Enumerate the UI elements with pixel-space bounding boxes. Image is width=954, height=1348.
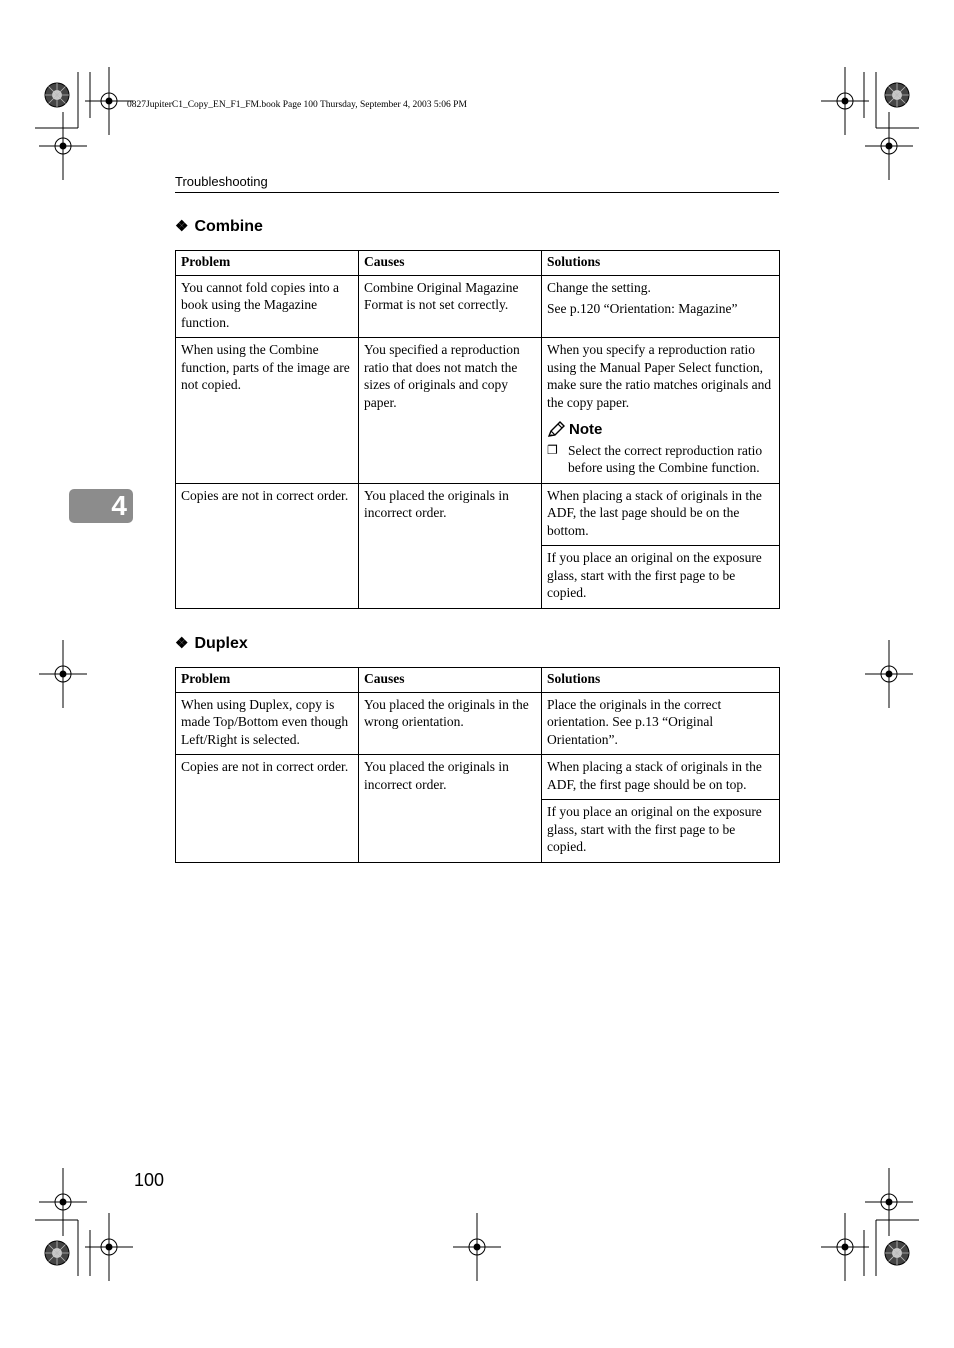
column-header-problem: Problem — [176, 251, 359, 276]
table-row — [176, 755, 780, 800]
table-header-row — [176, 668, 780, 693]
table-header-row — [176, 251, 780, 276]
cause-cell: You placed the originals in incorrect order. — [359, 483, 542, 608]
cause-cell: You specified a reproduction ratio that does not match the sizes of originals and copy paper. — [359, 338, 542, 484]
running-head: Troubleshooting — [175, 174, 268, 189]
problem-cell: When using Duplex, copy is made Top/Bottom even though Left/Right is selected. — [176, 692, 359, 755]
checkbox-bullet-icon: ❐ — [547, 442, 558, 457]
problem-cell: Copies are not in correct order. — [176, 483, 359, 608]
table-row — [176, 483, 780, 546]
duplex-troubleshooting-table — [175, 667, 780, 863]
cause-cell: You placed the originals in the wrong orientation. — [359, 692, 542, 755]
combine-troubleshooting-table — [175, 250, 780, 609]
chapter-tab: 4 — [69, 489, 133, 523]
table-row — [176, 275, 780, 338]
header-rule — [175, 192, 779, 193]
pencil-note-icon — [547, 421, 566, 438]
solution-cell: If you place an original on the exposure glass, start with the first page to be copied. — [542, 800, 780, 863]
print-slug: 0827JupiterC1_Copy_EN_F1_FM.book Page 100 Thursday, September 4, 2003 5:06 PM — [127, 100, 467, 110]
section-title-combine: ❖ Combine — [175, 218, 263, 235]
solution-cell: If you place an original on the exposure glass, start with the first page to be copied. — [542, 546, 780, 609]
problem-cell: Copies are not in correct order. — [176, 755, 359, 863]
problem-cell: You cannot fold copies into a book using the Magazine function. — [176, 275, 359, 338]
table-row — [176, 338, 780, 484]
cause-cell: You placed the originals in incorrect order. — [359, 755, 542, 863]
note-item: ❐ Select the correct reproduction ratio before using the Combine function. — [547, 442, 763, 475]
solution-cell: When placing a stack of originals in the ADF, the first page should be on top. — [542, 755, 780, 800]
solution-cell: When you specify a reproduction ratio using the Manual Paper Select function, make sure the ratio matches originals and the copy paper. Note ❐ Select the correct reproduction ratio before using the Combine function. — [542, 338, 780, 484]
column-header-solutions: Solutions — [542, 668, 780, 693]
page-number: 100 — [134, 1170, 165, 1190]
column-header-solutions: Solutions — [542, 251, 780, 276]
column-header-problem: Problem — [176, 668, 359, 693]
cause-cell: Combine Original Magazine Format is not set correctly. — [359, 275, 542, 338]
solution-cell: Place the originals in the correct orientation. See p.13 “Original Orientation”. — [542, 692, 780, 755]
column-header-causes: Causes — [359, 251, 542, 276]
diamond-bullet-icon: ❖ — [175, 218, 189, 235]
section-title-duplex: ❖ Duplex — [175, 635, 248, 652]
solution-cell: When placing a stack of originals in the ADF, the last page should be on the bottom. — [542, 483, 780, 546]
table-row — [176, 692, 780, 755]
note-heading: Note — [547, 421, 774, 439]
problem-cell: When using the Combine function, parts of the image are not copied. — [176, 338, 359, 484]
diamond-bullet-icon: ❖ — [175, 635, 189, 652]
column-header-causes: Causes — [359, 668, 542, 693]
solution-cell: Change the setting. See p.120 “Orientation: Magazine” — [542, 275, 780, 338]
